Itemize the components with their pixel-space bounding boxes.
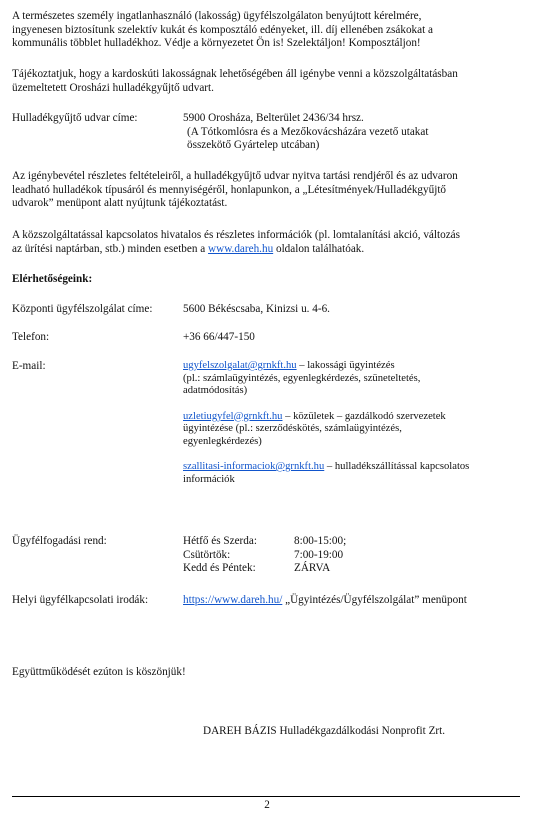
phone-value: +36 66/447-150 xyxy=(183,331,255,343)
email-row xyxy=(12,360,520,510)
central-office-label: Központi ügyfélszolgálat címe: xyxy=(12,303,153,315)
footer-divider xyxy=(12,796,520,797)
local-offices-label: Helyi ügyfélkapcsolati irodák: xyxy=(12,594,149,606)
central-office-row xyxy=(12,303,520,317)
text-line: A természetes személy ingatlanhasználó (lakosság) ügyfélszolgálaton benyújtott kérelmére, xyxy=(12,10,422,22)
text-line: adatmódosítás) xyxy=(183,385,248,396)
central-office-value: 5600 Békéscsaba, Kinizsi u. 4-6. xyxy=(183,303,330,315)
text-line: kommunális többlet hulladékhoz. Védje a környezetet Ön is! Szelektáljon! Komposztáljon! xyxy=(12,37,421,49)
intro-paragraph-2 xyxy=(12,68,520,95)
phone-label: Telefon: xyxy=(12,331,50,343)
email-label: E-mail: xyxy=(12,360,46,372)
dareh-website-link[interactable]: www.dareh.hu xyxy=(208,242,274,255)
text-line: leadható hulladékok típusáról és mennyiségéről, honlapunkon, a „Létesítmények/Hulladékgyűjtő xyxy=(12,183,447,196)
page-number: 2 xyxy=(264,799,270,811)
yard-address-value xyxy=(183,112,520,153)
hours-time: 7:00-19:00 xyxy=(294,548,344,561)
email-entry-transport xyxy=(183,461,520,486)
text-line: ügyintézése (pl.: szerződéskötés, számlaügyintézés, xyxy=(183,423,402,434)
text-fragment: oldalon találhatóak. xyxy=(273,242,365,255)
text-line xyxy=(183,461,520,474)
text-line: információk xyxy=(183,473,235,485)
official-info-paragraph xyxy=(12,229,520,256)
closing-text: Együttműködését ezúton is köszönjük! xyxy=(12,666,186,678)
opening-hours-row xyxy=(12,535,520,577)
dareh-homepage-link[interactable]: https://www.dareh.hu/ xyxy=(183,594,283,606)
text-line: ingyenesen biztosítunk szelektív kukát és komposztáló edényeket, ill. díj ellenében zsákokat a xyxy=(12,23,433,36)
text-line xyxy=(183,411,520,424)
yard-address-label: Hulladékgyűjtő udvar címe: xyxy=(12,112,138,124)
text-line: egyenlegkérdezés) xyxy=(183,435,262,447)
signature-line: DAREH BÁZIS Hulladékgazdálkodási Nonprofit Zrt. xyxy=(203,725,446,737)
residential-email-link[interactable]: ugyfelszolgalat@grnkft.hu xyxy=(183,360,297,371)
hours-time: ZÁRVA xyxy=(294,562,331,574)
opening-hours-label: Ügyfélfogadási rend: xyxy=(12,535,107,547)
text-line xyxy=(12,243,520,257)
text-line: üzemeltetett Orosházi hulladékgyűjtő udvart. xyxy=(12,81,214,94)
email-entry-business xyxy=(183,411,520,449)
intro-paragraph-1 xyxy=(12,10,520,51)
business-email-link[interactable]: uzletiugyfel@grnkft.hu xyxy=(183,410,283,422)
text-line: Az igénybevétel részletes feltételeiről, a hulladékgyűjtő udvar nyitva tartási rendjéről és az udvaron xyxy=(12,170,458,182)
yard-address-row xyxy=(12,112,520,154)
text-line: (pl.: számlaügyintézés, egyenlegkérdezés, szüneteltetés, xyxy=(183,372,421,384)
transport-email-link[interactable]: szallitasi-informaciok@grnkft.hu xyxy=(183,461,325,472)
text-line: 5900 Orosháza, Belterület 2436/34 hrsz. xyxy=(183,112,364,124)
email-block xyxy=(183,360,520,486)
text-line: A közszolgáltatással kapcsolatos hivatalos és részletes információk (pl. lomtalanítási akció, változás xyxy=(12,229,460,241)
hours-time: 8:00-15:00; xyxy=(294,535,347,547)
text-line: Tájékoztatjuk, hogy a kardoskúti lakosságnak lehetőségében áll igénybe venni a közszolgáltatásban xyxy=(12,68,458,80)
usage-info-paragraph xyxy=(12,170,520,211)
email-entry-residential xyxy=(183,360,520,398)
text-fragment: – hulladékszállítással kapcsolatos xyxy=(324,461,470,472)
text-fragment: – közületek – gazdálkodó szervezetek xyxy=(282,410,446,422)
contacts-heading: Elérhetőségeink: xyxy=(12,273,93,285)
text-line: összekötő Gyártelep utcában) xyxy=(187,139,320,151)
text-line: (A Tótkomlósra és a Mezőkovácsházára vezető utakat xyxy=(187,125,429,138)
text-fragment: az ürítési naptárban, stb.) minden esetben a xyxy=(12,242,209,255)
hours-day: Hétfő és Szerda: xyxy=(183,535,257,547)
local-offices-row xyxy=(12,594,520,608)
local-offices-value xyxy=(183,594,520,608)
hours-day: Kedd és Péntek: xyxy=(183,562,256,574)
hours-day: Csütörtök: xyxy=(183,548,231,561)
text-line xyxy=(183,360,520,373)
text-line: udvarok” menüpont alatt nyújtunk tájékoztatást. xyxy=(12,197,228,209)
text-fragment: – lakossági ügyintézés xyxy=(296,360,395,371)
phone-row xyxy=(12,331,520,345)
text-fragment: „Ügyintézés/Ügyfélszolgálat” menüpont xyxy=(282,594,467,606)
